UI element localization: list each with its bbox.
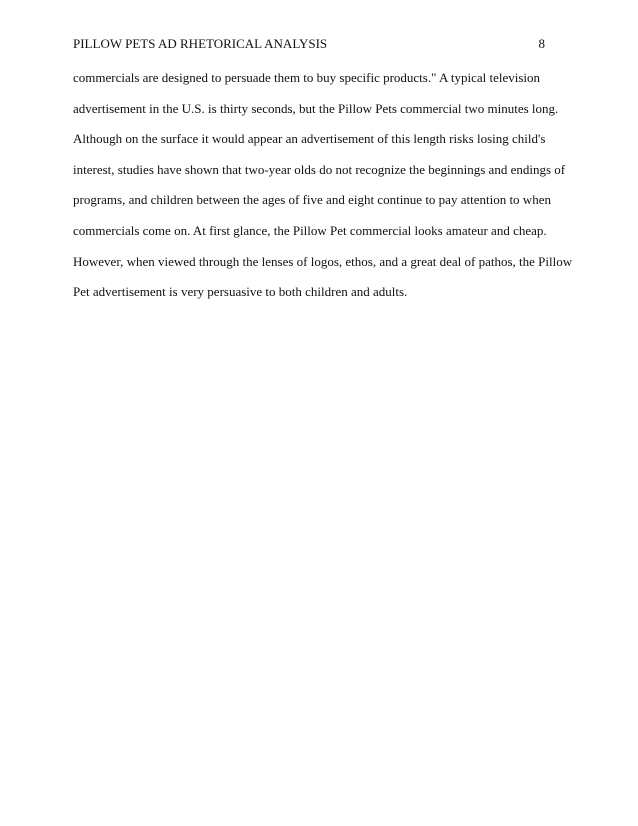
- paragraph-line: Although on the surface it would appear an advertisement of this length risks losing child's: [73, 131, 546, 147]
- running-head-title: PILLOW PETS AD RHETORICAL ANALYSIS: [73, 36, 328, 51]
- body-paragraph: [73, 68, 573, 313]
- paragraph-line: However, when viewed through the lenses of logos, ethos, and a great deal of pathos, the Pillow: [73, 253, 573, 269]
- running-head: [73, 35, 545, 53]
- paragraph-line: advertisement in the U.S. is thirty seconds, but the Pillow Pets commercial two minutes long.: [73, 100, 559, 116]
- paragraph-line: Pet advertisement is very persuasive to both children and adults.: [73, 284, 408, 300]
- paragraph-line: programs, and children between the ages of five and eight continue to pay attention to when: [73, 192, 551, 208]
- page-number: 8: [538, 36, 545, 51]
- paragraph-line: commercials come on. At first glance, the Pillow Pet commercial looks amateur and cheap.: [73, 222, 547, 238]
- paragraph-line: interest, studies have shown that two-year olds do not recognize the beginnings and endings of: [73, 161, 566, 177]
- paragraph-line: commercials are designed to persuade them to buy specific products." A typical television: [73, 70, 541, 85]
